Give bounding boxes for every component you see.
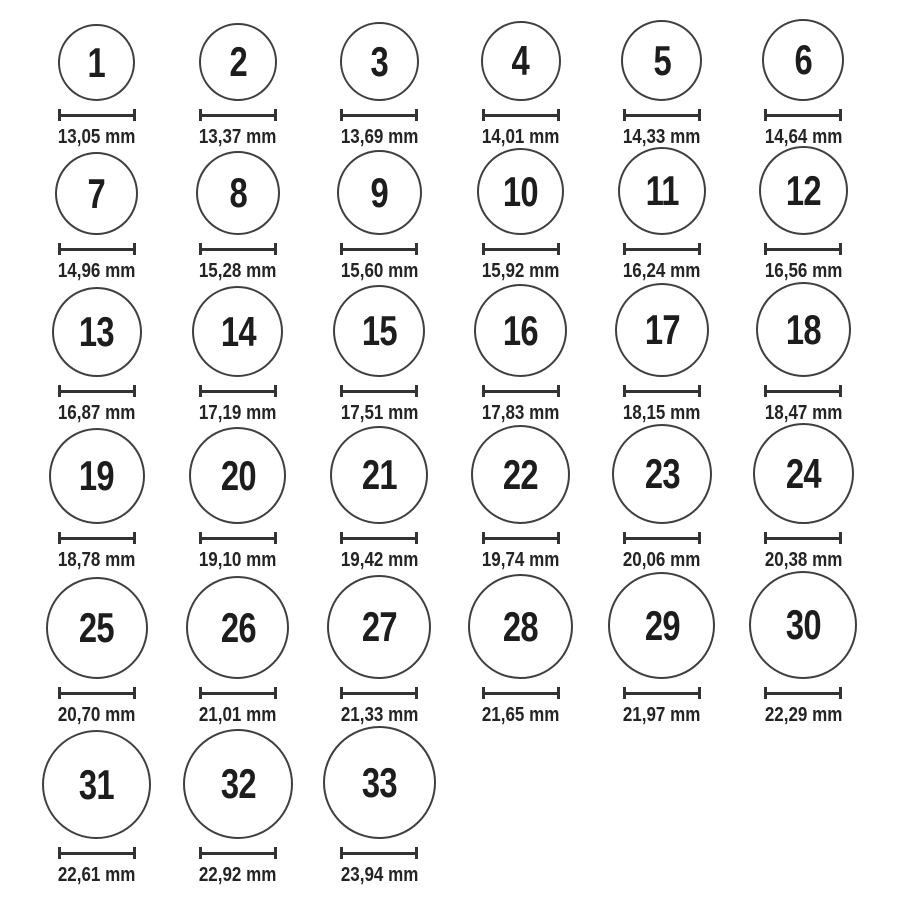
measure-tick-right-icon [557, 243, 560, 255]
measure-bar [201, 390, 275, 393]
measure-bar [625, 537, 699, 540]
ring-size-item [471, 425, 570, 571]
diameter-measure-line [623, 109, 701, 121]
measure-tick-right-icon [698, 109, 701, 121]
diameter-measure-line [764, 687, 842, 699]
diameter-measure-line [340, 385, 418, 397]
size-circle [46, 577, 148, 679]
size-circle [481, 21, 561, 101]
measure-bar [201, 692, 275, 695]
diameter-label: 14,96 mm [57, 260, 136, 282]
measure-tick-right-icon [415, 687, 418, 699]
measure-tick-right-icon [133, 243, 136, 255]
measure-bar [342, 852, 416, 855]
diameter-label: 21,01 mm [199, 704, 277, 726]
measure-tick-right-icon [839, 109, 842, 121]
measure-bar [201, 852, 275, 855]
diameter-label: 22,29 mm [764, 704, 843, 726]
ring-size-item [334, 22, 425, 148]
size-circle [615, 283, 709, 377]
diameter-measure-line [58, 109, 136, 121]
size-circle [199, 23, 277, 101]
size-number: 17 [644, 306, 680, 353]
size-number: 28 [503, 602, 539, 650]
size-circle [468, 574, 573, 679]
diameter-label: 21,97 mm [623, 704, 701, 726]
measure-bar [201, 114, 275, 117]
measure-tick-right-icon [839, 687, 842, 699]
diameter-label: 21,65 mm [481, 704, 560, 726]
measure-tick-right-icon [557, 532, 560, 544]
measure-bar [60, 114, 134, 117]
size-number: 32 [220, 760, 256, 807]
measure-tick-right-icon [698, 385, 701, 397]
size-number: 24 [785, 449, 821, 497]
measure-bar [201, 537, 275, 540]
size-circle [621, 20, 702, 101]
size-circle [753, 423, 854, 524]
diameter-label: 20,70 mm [57, 704, 136, 726]
diameter-measure-line [58, 847, 136, 859]
size-number: 8 [229, 169, 247, 216]
measure-bar [342, 390, 416, 393]
measure-bar [484, 692, 558, 695]
size-circle [186, 576, 289, 679]
measure-tick-right-icon [133, 847, 136, 859]
size-number: 11 [645, 167, 679, 214]
measure-tick-right-icon [133, 687, 136, 699]
diameter-measure-line [623, 532, 701, 544]
measure-bar [625, 390, 699, 393]
size-number: 16 [503, 306, 539, 354]
measure-bar [60, 852, 134, 855]
size-number: 18 [785, 305, 821, 353]
size-circle [333, 285, 425, 377]
ring-size-item [323, 726, 436, 886]
size-circle [474, 284, 567, 377]
measure-bar [766, 390, 840, 393]
measure-tick-right-icon [274, 385, 277, 397]
diameter-label: 13,05 mm [57, 126, 136, 148]
ring-size-item [758, 146, 849, 282]
ring-size-item [327, 575, 431, 726]
size-number: 25 [79, 604, 115, 651]
diameter-label: 15,92 mm [481, 260, 560, 282]
ring-size-item [51, 152, 142, 282]
size-circle [323, 726, 436, 839]
diameter-measure-line [58, 243, 136, 255]
measure-bar [766, 248, 840, 251]
ring-size-item [183, 729, 293, 886]
size-circle [55, 152, 138, 235]
size-number: 10 [503, 167, 539, 215]
ring-size-item [51, 24, 142, 148]
size-number: 33 [361, 758, 397, 806]
diameter-label: 14,64 mm [764, 126, 843, 148]
measure-bar [484, 537, 558, 540]
diameter-label: 21,33 mm [340, 704, 419, 726]
ring-size-item [51, 287, 142, 424]
size-circle [49, 428, 145, 524]
ring-size-item [49, 428, 145, 571]
size-circle [618, 147, 706, 235]
measure-tick-right-icon [133, 532, 136, 544]
ring-size-item [333, 285, 425, 424]
measure-tick-right-icon [274, 532, 277, 544]
diameter-label: 18,78 mm [57, 549, 136, 571]
size-number: 9 [370, 168, 389, 216]
diameter-measure-line [764, 532, 842, 544]
diameter-measure-line [199, 109, 277, 121]
ring-size-item [615, 283, 709, 424]
size-number: 31 [79, 760, 115, 808]
measure-tick-right-icon [274, 687, 277, 699]
measure-tick-right-icon [274, 109, 277, 121]
size-circle [759, 146, 848, 235]
diameter-label: 16,87 mm [57, 402, 136, 424]
measure-tick-right-icon [274, 243, 277, 255]
diameter-measure-line [58, 687, 136, 699]
size-circle [183, 729, 293, 839]
size-circle [762, 19, 844, 101]
diameter-label: 18,15 mm [623, 402, 701, 424]
measure-bar [201, 248, 275, 251]
ring-size-grid [26, 10, 874, 886]
diameter-measure-line [58, 385, 136, 397]
diameter-label: 23,94 mm [340, 864, 419, 886]
size-number: 22 [503, 450, 539, 498]
ring-size-item [192, 23, 283, 148]
ring-size-item [186, 576, 289, 726]
measure-bar [342, 537, 416, 540]
measure-bar [766, 537, 840, 540]
measure-bar [484, 248, 558, 251]
size-circle [330, 426, 428, 524]
measure-tick-right-icon [133, 385, 136, 397]
measure-tick-right-icon [415, 243, 418, 255]
size-circle [58, 24, 135, 101]
size-number: 26 [220, 603, 256, 651]
measure-tick-right-icon [133, 109, 136, 121]
diameter-measure-line [482, 532, 560, 544]
diameter-measure-line [623, 385, 701, 397]
ring-size-item [475, 148, 566, 282]
size-number: 27 [361, 603, 397, 650]
ring-size-item [42, 730, 151, 886]
measure-bar [60, 248, 134, 251]
measure-tick-right-icon [839, 385, 842, 397]
measure-tick-right-icon [557, 109, 560, 121]
size-number: 6 [794, 36, 813, 83]
size-circle [477, 148, 564, 235]
size-number: 23 [644, 450, 680, 497]
diameter-label: 19,74 mm [481, 549, 560, 571]
size-number: 30 [785, 601, 821, 648]
measure-bar [60, 692, 134, 695]
size-circle [42, 730, 151, 839]
diameter-label: 14,01 mm [481, 126, 560, 148]
diameter-measure-line [482, 243, 560, 255]
diameter-measure-line [340, 109, 418, 121]
diameter-label: 17,51 mm [340, 402, 419, 424]
ring-size-item [192, 151, 283, 282]
diameter-label: 16,56 mm [764, 260, 843, 282]
size-number: 21 [361, 451, 397, 498]
size-circle [756, 282, 851, 377]
size-number: 4 [511, 37, 530, 84]
measure-tick-right-icon [698, 687, 701, 699]
measure-bar [625, 248, 699, 251]
diameter-measure-line [340, 243, 418, 255]
diameter-measure-line [623, 243, 701, 255]
size-circle [340, 22, 419, 101]
ring-size-item [749, 571, 857, 726]
diameter-label: 18,47 mm [764, 402, 843, 424]
diameter-measure-line [340, 687, 418, 699]
measure-tick-right-icon [415, 847, 418, 859]
size-circle [327, 575, 431, 679]
size-number: 5 [653, 36, 671, 84]
size-number: 14 [220, 307, 256, 355]
measure-bar [766, 114, 840, 117]
diameter-measure-line [58, 532, 136, 544]
diameter-measure-line [199, 385, 277, 397]
size-circle [337, 150, 422, 235]
size-circle [612, 424, 712, 524]
measure-bar [484, 390, 558, 393]
size-number: 7 [87, 169, 106, 217]
size-number: 3 [370, 37, 389, 85]
size-circle [52, 287, 142, 377]
measure-bar [342, 248, 416, 251]
diameter-label: 17,19 mm [199, 402, 277, 424]
ring-size-item [330, 426, 428, 571]
measure-tick-right-icon [698, 532, 701, 544]
measure-tick-right-icon [698, 243, 701, 255]
ring-size-item [616, 20, 707, 148]
measure-bar [60, 390, 134, 393]
size-number: 15 [361, 307, 397, 354]
diameter-measure-line [199, 687, 277, 699]
diameter-measure-line [764, 109, 842, 121]
diameter-label: 20,06 mm [623, 549, 701, 571]
diameter-label: 22,92 mm [199, 864, 277, 886]
diameter-label: 19,10 mm [199, 549, 277, 571]
diameter-label: 22,61 mm [57, 864, 136, 886]
size-number: 2 [229, 38, 247, 85]
size-number: 1 [87, 38, 106, 86]
ring-size-item [189, 427, 286, 571]
diameter-label: 13,37 mm [199, 126, 277, 148]
ring-size-item [474, 284, 567, 424]
size-number: 20 [220, 451, 256, 499]
diameter-measure-line [340, 532, 418, 544]
size-circle [192, 286, 283, 377]
size-number: 19 [79, 452, 115, 499]
ring-size-item [192, 286, 283, 424]
measure-bar [625, 114, 699, 117]
size-number: 13 [79, 308, 115, 355]
measure-bar [484, 114, 558, 117]
size-circle [196, 151, 280, 235]
diameter-label: 15,28 mm [199, 260, 277, 282]
diameter-measure-line [340, 847, 418, 859]
ring-size-item [756, 282, 851, 424]
measure-tick-right-icon [274, 847, 277, 859]
measure-tick-right-icon [415, 109, 418, 121]
diameter-measure-line [199, 847, 277, 859]
measure-tick-right-icon [557, 687, 560, 699]
ring-size-item [46, 577, 148, 726]
size-number: 29 [644, 601, 680, 649]
ring-size-item [468, 574, 573, 726]
ring-size-item [612, 424, 712, 571]
ring-size-item [608, 572, 715, 726]
diameter-measure-line [199, 243, 277, 255]
diameter-label: 15,60 mm [340, 260, 419, 282]
size-circle [189, 427, 286, 524]
diameter-label: 14,33 mm [623, 126, 701, 148]
diameter-measure-line [764, 243, 842, 255]
measure-tick-right-icon [557, 385, 560, 397]
diameter-measure-line [623, 687, 701, 699]
size-number: 12 [785, 166, 821, 214]
diameter-measure-line [482, 385, 560, 397]
measure-bar [766, 692, 840, 695]
diameter-label: 13,69 mm [340, 126, 419, 148]
diameter-label: 16,24 mm [623, 260, 701, 282]
diameter-measure-line [199, 532, 277, 544]
measure-tick-right-icon [415, 385, 418, 397]
measure-bar [342, 692, 416, 695]
size-circle [471, 425, 570, 524]
diameter-measure-line [764, 385, 842, 397]
measure-bar [625, 692, 699, 695]
size-circle [608, 572, 715, 679]
diameter-label: 19,42 mm [340, 549, 419, 571]
diameter-label: 17,83 mm [481, 402, 560, 424]
measure-bar [342, 114, 416, 117]
measure-tick-right-icon [415, 532, 418, 544]
measure-tick-right-icon [839, 243, 842, 255]
measure-bar [60, 537, 134, 540]
diameter-measure-line [482, 687, 560, 699]
diameter-measure-line [482, 109, 560, 121]
diameter-label: 20,38 mm [764, 549, 843, 571]
size-circle [749, 571, 857, 679]
ring-size-item [616, 147, 707, 282]
ring-size-item [475, 21, 566, 148]
ring-size-item [753, 423, 854, 571]
ring-size-item [758, 19, 849, 148]
measure-tick-right-icon [839, 532, 842, 544]
ring-size-item [334, 150, 425, 282]
